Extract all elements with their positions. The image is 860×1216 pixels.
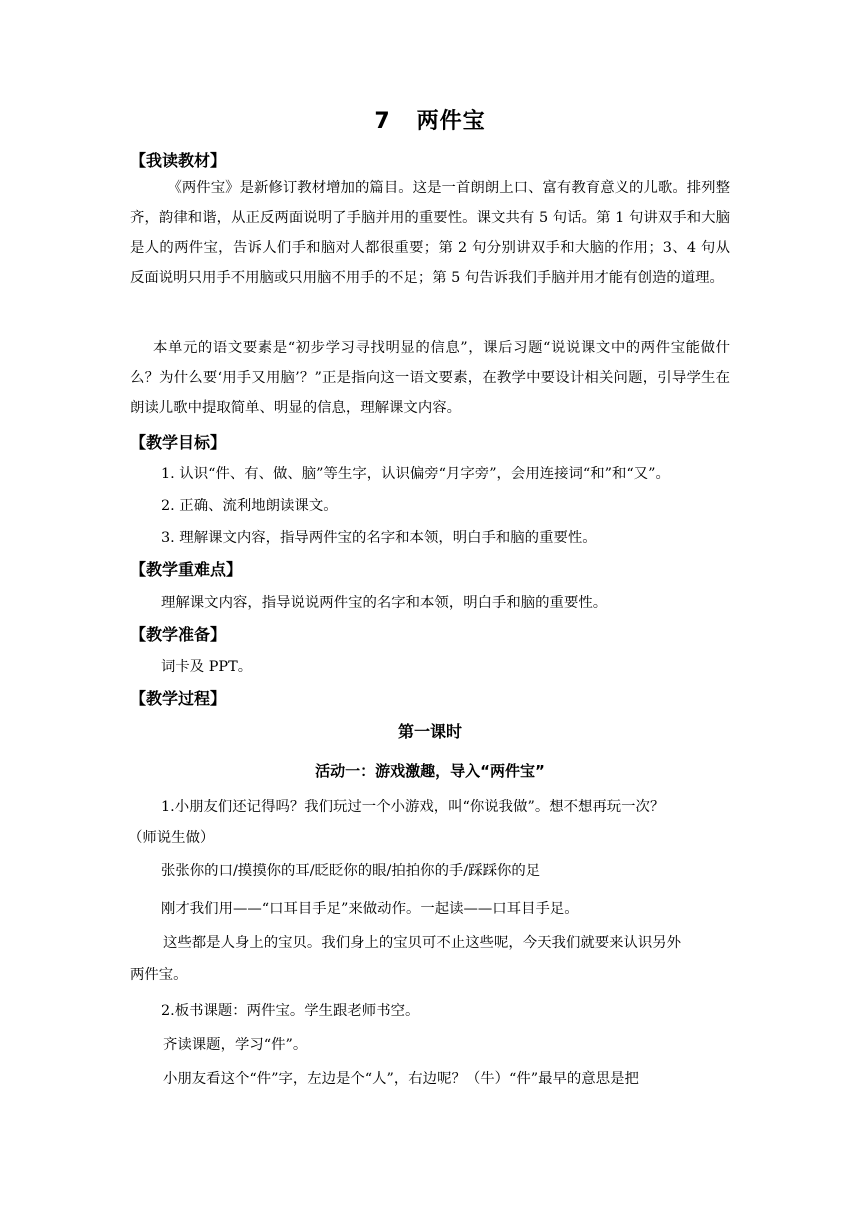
step1-line2: （师说生做）: [128, 830, 215, 846]
step2-line: 2.板书课题：两件宝。学生跟老师书空。: [161, 1003, 420, 1019]
step1-line1: 1.小朋友们还记得吗？我们玩过一个小游戏，叫“你说我做”。想不想再玩一次？: [161, 799, 665, 815]
treasure-line1: 这些都是人身上的宝贝。我们身上的宝贝可不止这些呢，今天我们就要来认识另外: [163, 935, 682, 951]
goal-item-2: 2. 正确、流利地朗读课文。: [161, 498, 338, 514]
activity-title: 活动一：游戏激趣，导入“两件宝”: [315, 762, 545, 780]
section-heading-goals: 【教学目标】: [130, 433, 227, 452]
recap-line: 刚才我们用——“口耳目手足”来做动作。一起读——口耳目手足。: [161, 901, 579, 917]
character-explanation-line: 小朋友看这个“件”字，左边是个“人”，右边呢？（牛）“件”最早的意思是把: [163, 1071, 639, 1087]
page-title: 7 两件宝: [374, 109, 486, 134]
paragraph-material-intro: 《两件宝》是新修订教材增加的篇目。这是一首朗朗上口、富有教育意义的儿歌。排列整齐，韵律和谐，从正反两面说明了手脑并用的重要性。课文共有 5 句话。第 1 句讲双手和大脑是人的两件宝，告诉人们手和脑对人都很重要；第 2 句分别讲双手和大脑的作用；3、4 句从反面说明只用手不用脑或只用脑不用手的不足；第 5 句告诉我们手脑并用才能有创造的道理。: [130, 180, 730, 286]
read-title-line: 齐读课题，学习“件”。: [163, 1037, 308, 1053]
section-heading-preparation: 【教学准备】: [130, 625, 227, 644]
paragraph-language-element: 本单元的语文要素是“初步学习寻找明显的信息”，课后习题“说说课文中的两件宝能做什么？为什么要‘用手又用脑’？”正是指向这一语文要素，在教学中要设计相关问题，引导学生在朗读儿歌中提取简单、明显的信息，理解课文内容。: [130, 340, 730, 416]
section-heading-process: 【教学过程】: [130, 689, 227, 708]
section-heading-read-material: 【我读教材】: [130, 151, 227, 170]
game-instructions: 张张你的口/摸摸你的耳/眨眨你的眼/拍拍你的手/踩踩你的足: [161, 863, 541, 879]
goal-item-1: 1. 认识“件、有、做、脑”等生字，认识偏旁“月字旁”，会用连接词“和”和“又”。: [161, 466, 670, 482]
goal-item-3: 3. 理解课文内容，指导两件宝的名字和本领，明白手和脑的重要性。: [161, 530, 597, 546]
key-points-text: 理解课文内容，指导说说两件宝的名字和本领，明白手和脑的重要性。: [161, 595, 608, 611]
treasure-line2: 两件宝。: [130, 967, 188, 983]
section-heading-key-points: 【教学重难点】: [130, 560, 243, 579]
lesson-title: 第一课时: [397, 722, 462, 741]
preparation-text: 词卡及 PPT。: [161, 659, 253, 675]
